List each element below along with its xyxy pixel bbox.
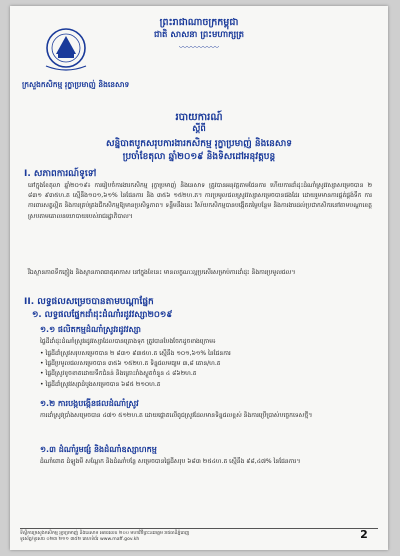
report-title-line1: សន្និបាតបូកសរុបការងារកសិកម្ម រុក្ខាប្រមាញ់ និងនេសាទ: [105, 139, 293, 149]
footer-address: [20, 531, 340, 543]
list-item: • ផ្ទៃដីប្រមូលផលសម្រេចបាន ៣៥៦ ១៥២ហ.ត ទិន្នផលមធ្យម ៣,៨ តោន/ហ.ត: [40, 360, 221, 368]
section-2-heading: II. លទ្ធផលសម្រេចបានតាមបណ្តាផ្នែក: [24, 297, 154, 307]
subsection-1-3-text: ដំណាំពោត ដំឡូងមី សណ្តែក និងដំណាំបន្លែ សម្រេចបានផ្ទៃដីសរុប ៦៨៣ ២៥៤ហ.ត ស្មើនឹង ៩៨,៤៧% នៃផែនការ។: [40, 458, 301, 465]
footer-line-2: ទូរស័ព្ទ/ទូរសារ ០២៣ ២១១ ៣៥២ គេហទំព័រ www.maff.gov.kh: [20, 537, 140, 542]
subsection-1-1-bullet-list: [40, 349, 370, 390]
list-item: • ផ្ទៃដីដាំស្រូវវស្សាដំបូងសម្រេចបាន ៦៨៥ ២១០ហ.ត: [40, 380, 161, 388]
ministry-name: ក្រសួងកសិកម្ម រុក្ខាប្រមាញ់ និងនេសាទ: [22, 80, 130, 89]
report-about: ស្តីពី: [192, 124, 206, 134]
national-motto: ជាតិ សាសនា ព្រះមហាក្សត្រ: [153, 30, 245, 40]
section-1-heading: I. សភាពការណ៍ទូទៅ: [24, 169, 97, 179]
document-page: [10, 6, 388, 550]
subsection-1-2-text: ការដាំស្រូវប្រាំងសម្រេចបាន ៤៧១ ៥១២ហ.ត ដោយផ្តោតលើពូជស្រូវដែលមានទិន្នផលខ្ពស់ និងការប្រើប្រាស់បច្ចេកទេសថ្មី។: [40, 412, 313, 419]
section-1-paragraph-2: រីឯស្ថានភាពទឹកភ្លៀង និងស្ថានភាពធាតុអាកាស នៅក្នុងខែនេះ មានលក្ខណៈល្អប្រសើរសម្រាប់ការដាំដុះ និងការប្រមូលផល។: [28, 269, 296, 276]
list-item: • ផ្ទៃដីស្រូវខូចខាតដោយទឹកជំនន់ និងគ្រោះរាំងស្ងួតចំនួន ៤ ៨៦២ហ.ត: [40, 370, 197, 378]
subsection-1-1-intro: ផ្ទៃដីដាំដុះដំណាំស្រូវរដូវវស្សាដែលបានគ្រោងទុក ត្រូវបានបែងចែកដូចខាងក្រោម៖: [40, 338, 216, 345]
footer-divider: [20, 528, 378, 529]
page-number: 2: [360, 528, 368, 541]
footer-line-1: ទីស្តីការក្រសួងកសិកម្ម រុក្ខាប្រមាញ់ និងនេសាទ អគារលេខ ២០០ មហាវិថីព្រះនរោត្តម រាជធានីភ្នំពេញ: [20, 531, 190, 536]
kingdom-heading: ព្រះរាជាណាចក្រកម្ពុជា: [159, 17, 239, 28]
subsection-1-2-heading: ១.២ ការបង្កបង្កើនផលដំណាំស្រូវ: [40, 399, 139, 408]
subsection-1-3-heading: ១.៣ ដំណាំរួមផ្សំ និងដំណាំឧស្សាហកម្ម: [40, 445, 157, 454]
report-title-line2: ប្រចាំខែតុលា ឆ្នាំ២០១៩ និងទិសដៅអនុវត្តបន្ត: [122, 152, 276, 162]
subsection-1-1-heading: ១.១ ផលិតកម្មដំណាំស្រូវរដូវវស្សា: [40, 325, 141, 334]
list-item: • ផ្ទៃដីដាំស្រូវសរុបសម្រេចបាន ២ ៨៣១ ៩៣៥ហ.ត ស្មើនឹង ១០១,៦១% នៃផែនការ: [40, 350, 231, 357]
section-1-paragraph-1: នៅក្នុងខែតុលា ឆ្នាំ២០១៩៖ ការរៀបចំការងារកសិកម្ម រុក្ខាប្រមាញ់ និងនេសាទ ត្រូវបានអនុវត្តតាមផែនការ ហើយការដាំដុះដំណាំស្រូវវស្សាសម្រេចបាន ២ ៨៣១ ៩៣៥ហ.ត ស្មើនឹង១០១,៦១% នៃផែនការ និង ៣៥៦ ១៥២ហ.ត។ ការប្រមូលផលស្រូវវស្សាសម្រេចបានផងដែរ ដោយរួមមានការផ្គត់ផ្គង់ទឹក ការការពារសត្វល្អិត និងការគ្រប់គ្រងជីកសិកម្មឱ្យមានប្រសិទ្ធភាព។ ទន្ទឹមនឹងនេះ វិស័យកសិកម្មបានបង្កើតតម្លៃបន្ថែម និងការងារដល់ប្រជាកសិករនៅតាមបណ្តាខេត្ត ស្របតាមគោលនយោបាយរបស់រាជរដ្ឋាភិបាល។: [28, 182, 372, 220]
subsection-1-heading: ១. លទ្ធផលផ្នែកដាំដុះដំណាំរដូវវស្សា២០១៩: [32, 310, 173, 320]
report-type: របាយការណ៍: [175, 112, 223, 123]
motto-ornament: 〰〰〰〰〰: [179, 43, 219, 52]
